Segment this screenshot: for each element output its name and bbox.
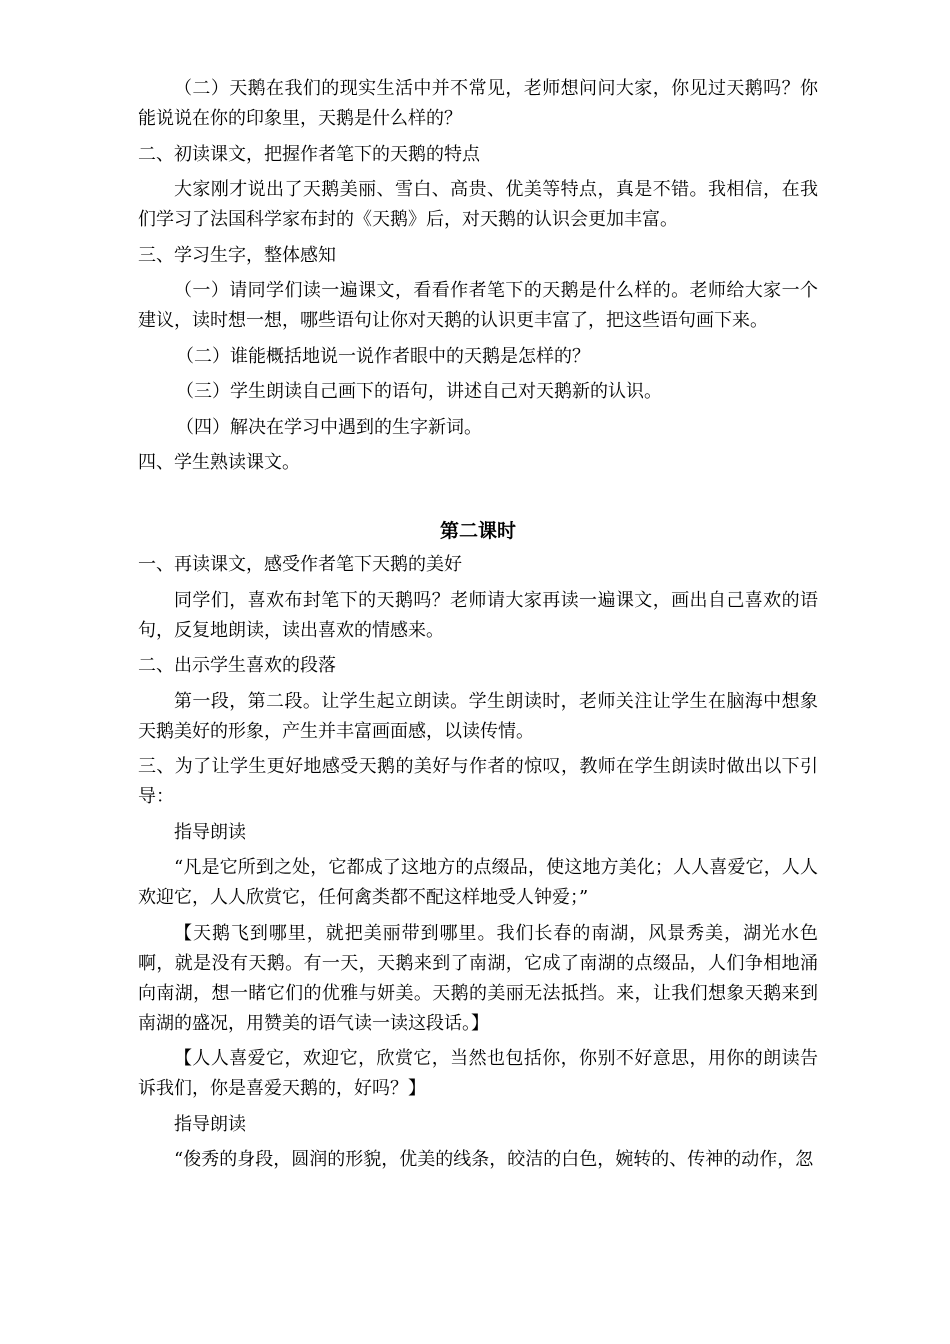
document-page bbox=[138, 74, 818, 1181]
paragraph-read-text: （一）请同学们读一遍课文，看看作者笔下的天鹅是什么样的。老师给大家一个建议，读时想一想，哪些语句让你对天鹅的认识更丰富了，把这些语句画下来。 bbox=[138, 280, 818, 331]
section-heading-learn-characters: 三、学习生字，整体感知 bbox=[138, 244, 336, 266]
note-everyone-loves: 【人人喜爱它，欢迎它，欣赏它，当然也包括你，你别不好意思，用你的朗读告诉我们，你是喜爱天鹅的，好吗？】 bbox=[138, 1048, 818, 1099]
section-heading-first-reading: 二、初读课文，把握作者笔下的天鹅的特点 bbox=[138, 143, 480, 165]
paragraph-question-impression: （二）天鹅在我们的现实生活中并不常见，老师想问问大家，你见过天鹅吗？你能说说在你的印象里，天鹅是什么样的？ bbox=[138, 78, 818, 129]
paragraph-like-swan: 同学们，喜欢布封笔下的天鹅吗？老师请大家再读一遍课文，画出自己喜欢的语句，反复地朗读，读出喜欢的情感来。 bbox=[138, 589, 818, 641]
quote-wherever-it-goes: “凡是它所到之处，它都成了这地方的点缀品，使这地方美化；人人喜爱它，人人欢迎它，人人欣赏它，任何禽类都不配这样地受人钟爱；” bbox=[138, 857, 818, 908]
lesson-title: 第二课时 bbox=[439, 520, 516, 542]
paragraph-stand-and-read: 第一段，第二段。让学生起立朗读。学生朗读时，老师关注让学生在脑海中想象天鹅美好的形象，产生并丰富画面感，以读传情。 bbox=[138, 690, 818, 742]
paragraph-swan-features: 大家刚才说出了天鹅美丽、雪白、高贵、优美等特点，真是不错。我相信，在我们学习了法国科学家布封的《天鹅》后，对天鹅的认识会更加丰富。 bbox=[138, 179, 818, 230]
label-guided-reading-1: 指导朗读 bbox=[174, 821, 246, 843]
section-heading-reread: 一、再读课文，感受作者笔下天鹅的美好 bbox=[138, 554, 462, 575]
section-heading-guidance: 三、为了让学生更好地感受天鹅的美好与作者的惊叹，教师在学生朗读时做出以下引导： bbox=[138, 756, 818, 807]
section-heading-read-fluently: 四、学生熟读课文。 bbox=[138, 452, 300, 473]
section-heading-show-paragraphs: 二、出示学生喜欢的段落 bbox=[138, 655, 336, 676]
quote-graceful-figure: “俊秀的身段，圆润的形貌，优美的线条，皎洁的白色，婉转的、传神的动作，忽 bbox=[174, 1149, 814, 1170]
item-read-aloud: （三）学生朗读自己画下的语句，讲述自己对天鹅新的认识。 bbox=[176, 381, 662, 402]
note-nanhu-lake: 【天鹅飞到哪里，就把美丽带到哪里。我们长春的南湖，风景秀美，湖光水色啊，就是没有天鹅。有一天，天鹅来到了南湖，它成了南湖的点缀品，人们争相地涌向南湖，想一睹它们的优雅与妍美。天鹅的美丽无法抵挡。来，让我们想象天鹅来到南湖的盛况，用赞美的语气读一读这段话。】 bbox=[138, 922, 818, 1034]
label-guided-reading-2: 指导朗读 bbox=[174, 1113, 246, 1135]
item-new-words: （四）解决在学习中遇到的生字新词。 bbox=[176, 416, 482, 438]
item-summarize: （二）谁能概括地说一说作者眼中的天鹅是怎样的？ bbox=[176, 345, 590, 367]
